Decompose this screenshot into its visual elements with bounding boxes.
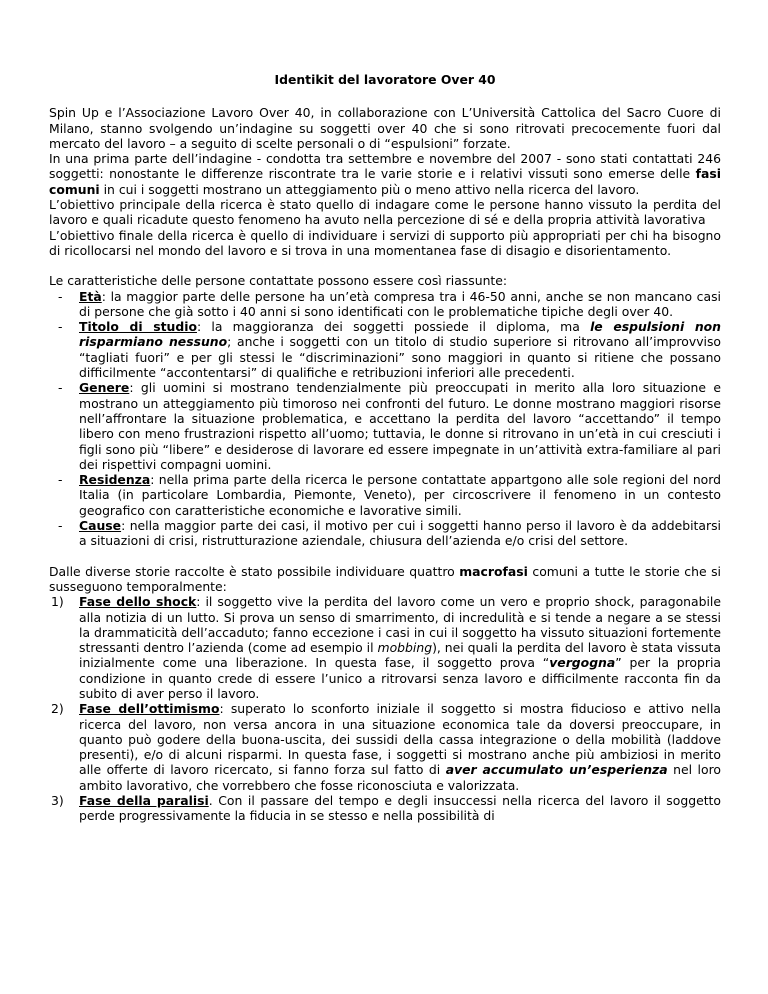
text-run: Dalle diverse storie raccolte è stato possibile individuare quattro (49, 563, 460, 579)
characteristics-list (49, 289, 721, 549)
document-title: Identikit del lavoratore Over 40 (274, 72, 496, 87)
text-run: : nella maggior parte dei casi, il motivo per cui i soggetti hanno perso il lavoro è da addebitarsi a situazioni di crisi, ristrutturazione aziendale, chiusura dell’azienda e/o crisi del settore. (79, 518, 721, 549)
characteristics-intro: Le caratteristiche delle persone contattate possono essere così riassunte: (49, 273, 508, 289)
item-text (79, 472, 721, 518)
bullet-marker: - (58, 288, 63, 304)
phase-number: 2) (51, 701, 64, 717)
item-term: Genere (79, 380, 130, 396)
emphasis-text: vergogna (549, 655, 616, 671)
emphasis-text: fasi comuni (49, 166, 721, 197)
document-page (49, 72, 721, 824)
text-run: comuni a tutte le storie che si susseguono temporalmente: (49, 563, 721, 594)
bullet-marker: - (58, 380, 63, 396)
list-item (49, 289, 721, 320)
phase-term: Fase dell’ottimismo (79, 701, 220, 717)
emphasis-text: mobbing (377, 640, 433, 656)
list-item (49, 472, 721, 518)
text-run: . Con il passare del tempo e degli insuccessi nella ricerca del lavoro il soggetto perde progressivamente la fiducia in se stesso e nella possibilità di (79, 793, 721, 824)
list-item (49, 319, 721, 380)
item-text (79, 518, 721, 548)
bullet-marker: - (58, 472, 63, 488)
text-run: : gli uomini si mostrano tendenzialmente più preoccupati in merito alla loro situazione e mostrano un atteggiamento più timoroso nei confronti del futuro. Le donne mostrano maggiori risorse nell’affrontare la situazione problematica, e accettano la perdita del lavoro “accettando” il tempo libero con meno frustrazioni rispetto all’uomo; tuttavia, le donne si ritrovano in un’età in cui cresciuti i figli sono più “libere” e desiderose di lavorare ed essere impegnate in un’attività extra-familiare al pari dei rispettivi compagni uomini. (79, 380, 721, 472)
text-run: L’obiettivo finale della ricerca è quello di individuare i servizi di supporto più appropriati per chi ha bisogno di ricollocarsi nel mondo del lavoro e si trova in una momentanea fase di disagio e disorientamento. (49, 227, 721, 258)
text-run: nel loro ambito lavorativo, che vorrebbero che fosse riconosciuta e valorizzata. (79, 762, 721, 793)
text-run: ” per la propria condizione in quanto crede di essere l’unico a ritrovarsi senza lavoro e difficilmente racconta fin da subito di aver perso il lavoro. (79, 655, 721, 701)
phase-item (49, 793, 721, 824)
emphasis-text: macrofasi (459, 563, 528, 579)
text-run: ; anche i soggetti con un titolo di studio superiore si ritrovano all’improvviso “tagliati fuori” e per gli stessi le “discriminazioni” sono maggiori in quanto si ritiene che possano difficilmente “accontentarsi” di qualifiche e retribuzioni inferiori alle precedenti. (79, 334, 722, 381)
intro-paragraph (49, 105, 721, 151)
intro-paragraph (49, 228, 721, 259)
phase-term: Fase dello shock (79, 594, 197, 610)
item-text (79, 380, 721, 471)
text-run: In una prima parte dell’indagine - condotta tra settembre e novembre del 2007 - sono stati contattati 246 soggetti: nonostante le differenze riscontrate tra le varie storie e i relativi vissuti sono emerse delle (49, 151, 721, 182)
text-run: : superato lo sconforto iniziale il soggetto si mostra fiducioso e attivo nella ricerca del lavoro, non versa ancora in una situazione economica tale da doversi preoccupare, in quanto può godere della buona-uscita, dei sussidi della cassa integrazione o della mobilità (laddove presenti), e/o di alcuni risparmi. In questa fase, i soggetti si mostrano anche più ambiziosi in merito alle offerte di lavoro ricercato, si fanno forza sul fatto di (79, 701, 721, 778)
text-run: in cui i soggetti mostrano un atteggiamento più o meno attivo nella ricerca del lavoro. (99, 181, 640, 197)
bullet-marker: - (58, 319, 63, 335)
phases-list (49, 594, 721, 823)
text-run: : il soggetto vive la perdita del lavoro come un vero e proprio shock, paragonabile alla notizia di un lutto. Si prova un senso di smarrimento, di incredulità e si tende a negare a se stessi la drammaticità dell’accaduto; fanno eccezione i casi in cui il soggetto ha vissuto situazioni fortemente stressanti dentro l’azienda (come ad esempio il (79, 594, 721, 656)
phase-text (79, 594, 721, 701)
text-run: : la maggior parte delle persone ha un’età compresa tra i 46-50 anni, anche se non mancano casi di persone che già sotto i 40 anni si sono identificati con le problematiche tipiche degli over 40. (79, 288, 721, 319)
text-run: : nella prima parte della ricerca le persone contattate appartgono alle sole regioni del nord Italia (in particolare Lombardia, Piemonte, Veneto), per circoscrivere il fenomeno in un contesto geografico con caratteristiche economiche e lavorative simili. (79, 472, 721, 518)
phase-term: Fase della paralisi (79, 793, 209, 809)
intro-paragraph (49, 151, 721, 197)
phases-intro (49, 564, 721, 595)
list-item (49, 380, 721, 472)
item-term: Cause (79, 518, 122, 534)
text-run: Spin Up e l’Associazione Lavoro Over 40, in collaborazione con L’Università Cattolica del Sacro Cuore di Milano, stanno svolgendo un’indagine su soggetti over 40 che si sono ritrovati precocemente fuori dal mercato del lavoro – a seguito di scelte personali o di “espulsioni” forzate. (49, 105, 721, 151)
item-term: Titolo di studio (79, 319, 197, 335)
emphasis-text: le espulsioni non risparmiano nessuno (79, 319, 721, 350)
phase-number: 3) (51, 793, 64, 809)
phase-item (49, 701, 721, 793)
phase-item (49, 594, 721, 701)
bullet-marker: - (58, 518, 63, 534)
phase-number: 1) (51, 594, 64, 610)
list-item (49, 518, 721, 549)
text-run: : la maggioranza dei soggetti possiede il diploma, ma (196, 319, 591, 335)
intro-paragraph (49, 197, 721, 228)
item-term: Età (79, 288, 102, 304)
text-run: L’obiettivo principale della ricerca è stato quello di indagare come le persone hanno vissuto la perdita del lavoro e quali ricadute questo fenomeno ha avuto nella percezione di sé e della propria attività lavorativa (49, 197, 721, 228)
emphasis-text: aver accumulato un’esperienza (445, 762, 668, 778)
intro-section (49, 105, 721, 258)
text-run: ), nei quali la perdita del lavoro è stata vissuta inizialmente come una liberazione. In questa fase, il soggetto prova “ (79, 640, 721, 671)
item-term: Residenza (79, 472, 151, 488)
item-text (79, 289, 721, 319)
